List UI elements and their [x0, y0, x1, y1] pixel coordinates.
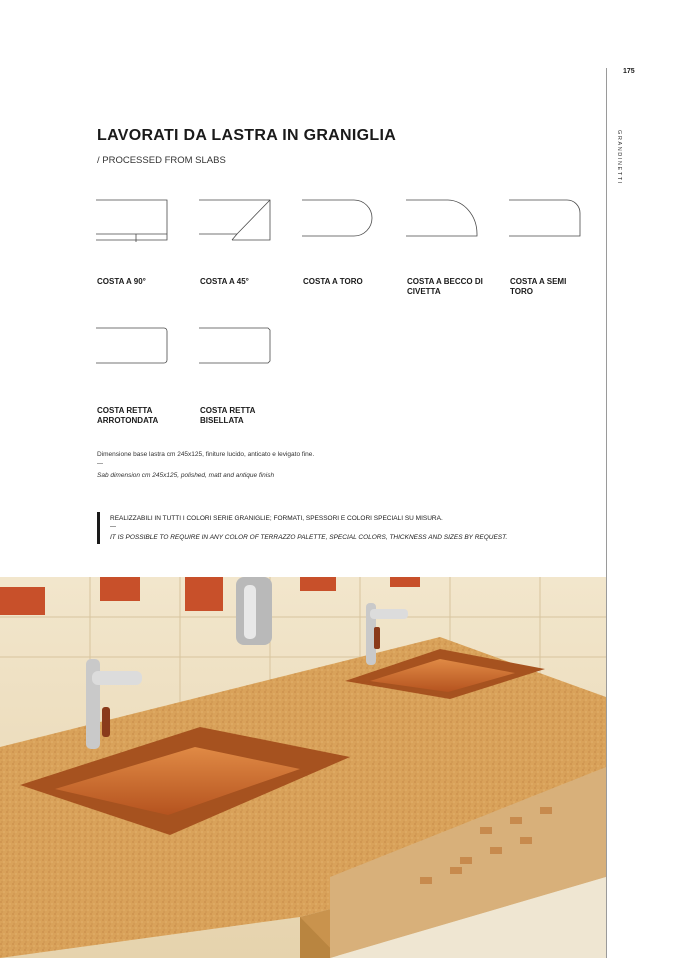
profile-label-becco-civetta: COSTA A BECCO DI CIVETTA [407, 277, 483, 296]
note-separator: — [110, 524, 116, 530]
profile-label-toro: COSTA A TORO [303, 277, 363, 286]
profile-rounded-diagram [96, 326, 170, 366]
page-number: 175 [623, 68, 635, 75]
profile-label-90: COSTA A 90° [97, 277, 146, 286]
profile-label-semi-toro: COSTA A SEMI TORO [510, 277, 567, 296]
profile-bevelled-diagram [199, 326, 273, 366]
slab-info-english: Sab dimension cm 245x125, polished, matt and antique finish [97, 472, 275, 479]
profile-90-diagram [96, 198, 170, 238]
profile-label-bevelled: COSTA RETTA BISELLATA [200, 406, 256, 425]
profile-45-diagram [199, 198, 273, 238]
page-title: LAVORATI DA LASTRA IN GRANIGLIA [97, 127, 397, 144]
profile-toro-diagram [302, 198, 376, 238]
page-subtitle: / PROCESSED FROM SLABS [97, 155, 226, 166]
brand-side-label: GRANDINETTI [616, 130, 622, 185]
profile-becco-civetta-diagram [406, 198, 480, 238]
note-english: IT IS POSSIBLE TO REQUIRE IN ANY COLOR OF TERRAZZO PALETTE, SPECIAL COLORS, THICKNESS AND SIZES BY REQUEST. [110, 534, 508, 541]
note-accent-bar [97, 512, 100, 544]
profile-label-45: COSTA A 45° [200, 277, 249, 286]
profile-semi-toro-diagram [509, 198, 583, 238]
side-divider [606, 68, 607, 958]
profile-label-rounded: COSTA RETTA ARROTONDATA [97, 406, 159, 425]
slab-info-italian: Dimensione base lastra cm 245x125, finiture lucido, anticato e levigato fine. [97, 451, 315, 458]
info-separator: — [97, 461, 103, 467]
note-italian: REALIZZABILI IN TUTTI I COLORI SERIE GRANIGLIE; FORMATI, SPESSORI E COLORI SPECIALI SU MISURA. [110, 515, 443, 522]
washbasin-photo [0, 577, 606, 958]
